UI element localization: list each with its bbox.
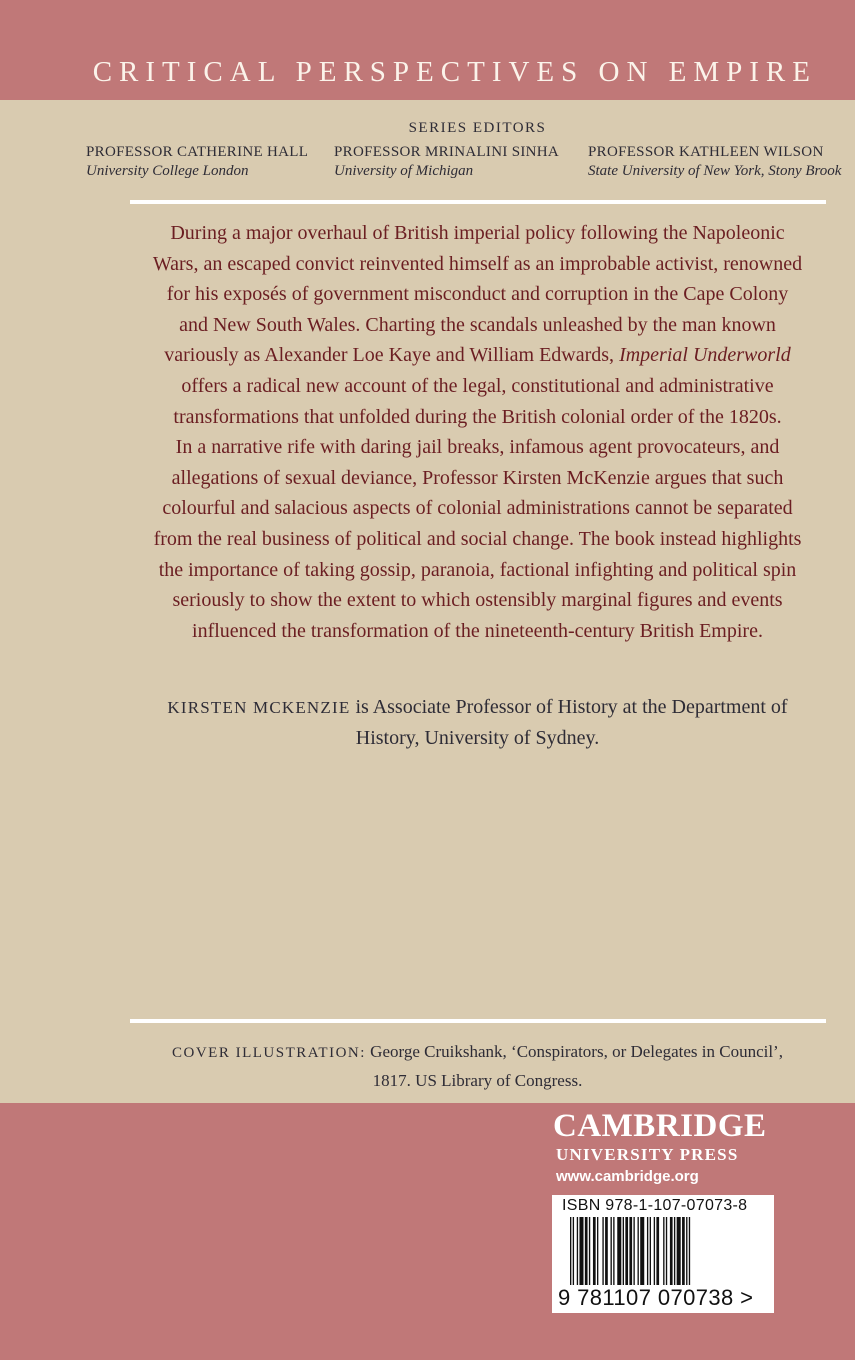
blurb-line: offers a radical new account of the legal, constitutional and administrative bbox=[181, 374, 774, 397]
blurb-line: Wars, an escaped convict reinvented himself as an improbable activist, renowned bbox=[152, 252, 803, 275]
series-title: CRITICAL PERSPECTIVES ON EMPIRE bbox=[92, 56, 817, 88]
bio-text: History, University of Sydney. bbox=[355, 727, 600, 749]
barcode-bar bbox=[605, 1217, 608, 1285]
barcode-bar bbox=[656, 1217, 659, 1285]
blurb-line: During a major overhaul of British imperial policy following the Napoleonic bbox=[170, 222, 785, 244]
editor-name: PROFESSOR KATHLEEN WILSON bbox=[588, 144, 824, 160]
barcode-bar bbox=[682, 1217, 685, 1285]
bio-text: is Associate Professor of History at the Department of bbox=[355, 696, 788, 718]
barcode-bar bbox=[570, 1217, 571, 1285]
barcode-digits: 9 781107 070738 > bbox=[558, 1285, 754, 1310]
blurb-line: In a narrative rife with daring jail breaks, infamous agent provocateurs, and bbox=[175, 436, 780, 459]
isbn-text: ISBN 978-1-107-07073-8 bbox=[562, 1197, 748, 1214]
barcode-bar bbox=[617, 1217, 621, 1285]
barcode-bar bbox=[686, 1217, 687, 1285]
blurb-line: seriously to show the extent to which ostensibly marginal figures and events bbox=[172, 589, 783, 612]
editor-2 bbox=[334, 143, 559, 181]
editor-name: PROFESSOR MRINALINI SINHA bbox=[334, 144, 560, 160]
editor-institution: University College London bbox=[86, 163, 249, 179]
barcode-bar bbox=[597, 1217, 598, 1285]
barcode-bar bbox=[577, 1217, 578, 1285]
blurb-line: influenced the transformation of the nineteenth-century British Empire. bbox=[192, 619, 763, 642]
barcode-bar bbox=[589, 1217, 590, 1285]
author-name: KIRSTEN MCKENZIE bbox=[167, 698, 351, 717]
blurb-line: for his exposés of government misconduct and corruption in the Cape Colony bbox=[166, 283, 789, 306]
blurb-line: and New South Wales. Charting the scandals unleashed by the man known bbox=[179, 313, 776, 336]
barcode-bar bbox=[654, 1217, 655, 1285]
blurb-line: colourful and salacious aspects of colonial administrations cannot be separated bbox=[162, 497, 793, 520]
barcode-bar bbox=[623, 1217, 624, 1285]
publisher-logo-name: CAMBRIDGE bbox=[553, 1108, 767, 1144]
editor-name: PROFESSOR CATHERINE HALL bbox=[86, 144, 309, 160]
top-divider bbox=[130, 200, 826, 204]
publisher-logo-subname: UNIVERSITY PRESS bbox=[556, 1145, 739, 1164]
isbn-barcode bbox=[552, 1195, 774, 1313]
barcode-bar bbox=[602, 1217, 603, 1285]
barcode-bar bbox=[670, 1217, 673, 1285]
cover-illustration-credit bbox=[120, 1038, 835, 1094]
barcode-bar bbox=[650, 1217, 651, 1285]
blurb-line-with-title bbox=[120, 340, 835, 371]
barcode-bar bbox=[674, 1217, 675, 1285]
barcode-bar bbox=[613, 1217, 614, 1285]
barcode-bar bbox=[573, 1217, 574, 1285]
author-bio bbox=[120, 692, 835, 754]
cover-illustration-label: COVER ILLUSTRATION: bbox=[172, 1045, 366, 1061]
series-editors-label: SERIES EDITORS bbox=[408, 120, 547, 136]
blurb-line: the importance of taking gossip, paranoia, factional infighting and political spin bbox=[158, 558, 797, 581]
barcode-bar bbox=[579, 1217, 583, 1285]
book-title: Imperial Underworld bbox=[619, 344, 791, 367]
publisher-url: www.cambridge.org bbox=[556, 1168, 699, 1185]
barcode-bar bbox=[647, 1217, 648, 1285]
editor-1 bbox=[86, 143, 308, 181]
barcode-bar bbox=[585, 1217, 588, 1285]
blurb-line: transformations that unfolded during the British colonial order of the 1820s. bbox=[173, 405, 782, 428]
barcode-bars bbox=[570, 1217, 740, 1285]
book-blurb bbox=[120, 218, 835, 646]
blurb-line: from the real business of political and social change. The book instead highlights bbox=[153, 527, 802, 550]
barcode-bar bbox=[689, 1217, 690, 1285]
barcode-bar bbox=[593, 1217, 596, 1285]
barcode-bar bbox=[629, 1217, 632, 1285]
barcode-bar bbox=[611, 1217, 612, 1285]
barcode-bar bbox=[677, 1217, 681, 1285]
bottom-divider bbox=[130, 1019, 826, 1023]
cover-credit-text: George Cruikshank, ‘Conspirators, or Delegates in Council’, bbox=[370, 1042, 783, 1061]
barcode-bar bbox=[625, 1217, 628, 1285]
barcode-bar bbox=[633, 1217, 634, 1285]
barcode-bar bbox=[638, 1217, 639, 1285]
editor-institution: University of Michigan bbox=[334, 163, 474, 179]
blurb-line: allegations of sexual deviance, Professor Kirsten McKenzie argues that such bbox=[171, 466, 784, 489]
barcode-bar bbox=[666, 1217, 667, 1285]
barcode-bar bbox=[663, 1217, 664, 1285]
cover-credit-text: 1817. US Library of Congress. bbox=[372, 1071, 583, 1090]
barcode-bar bbox=[640, 1217, 644, 1285]
blurb-line: variously as Alexander Loe Kaye and William Edwards, bbox=[164, 344, 615, 367]
editor-3 bbox=[588, 143, 841, 181]
editor-institution: State University of New York, Stony Brook bbox=[588, 163, 842, 179]
